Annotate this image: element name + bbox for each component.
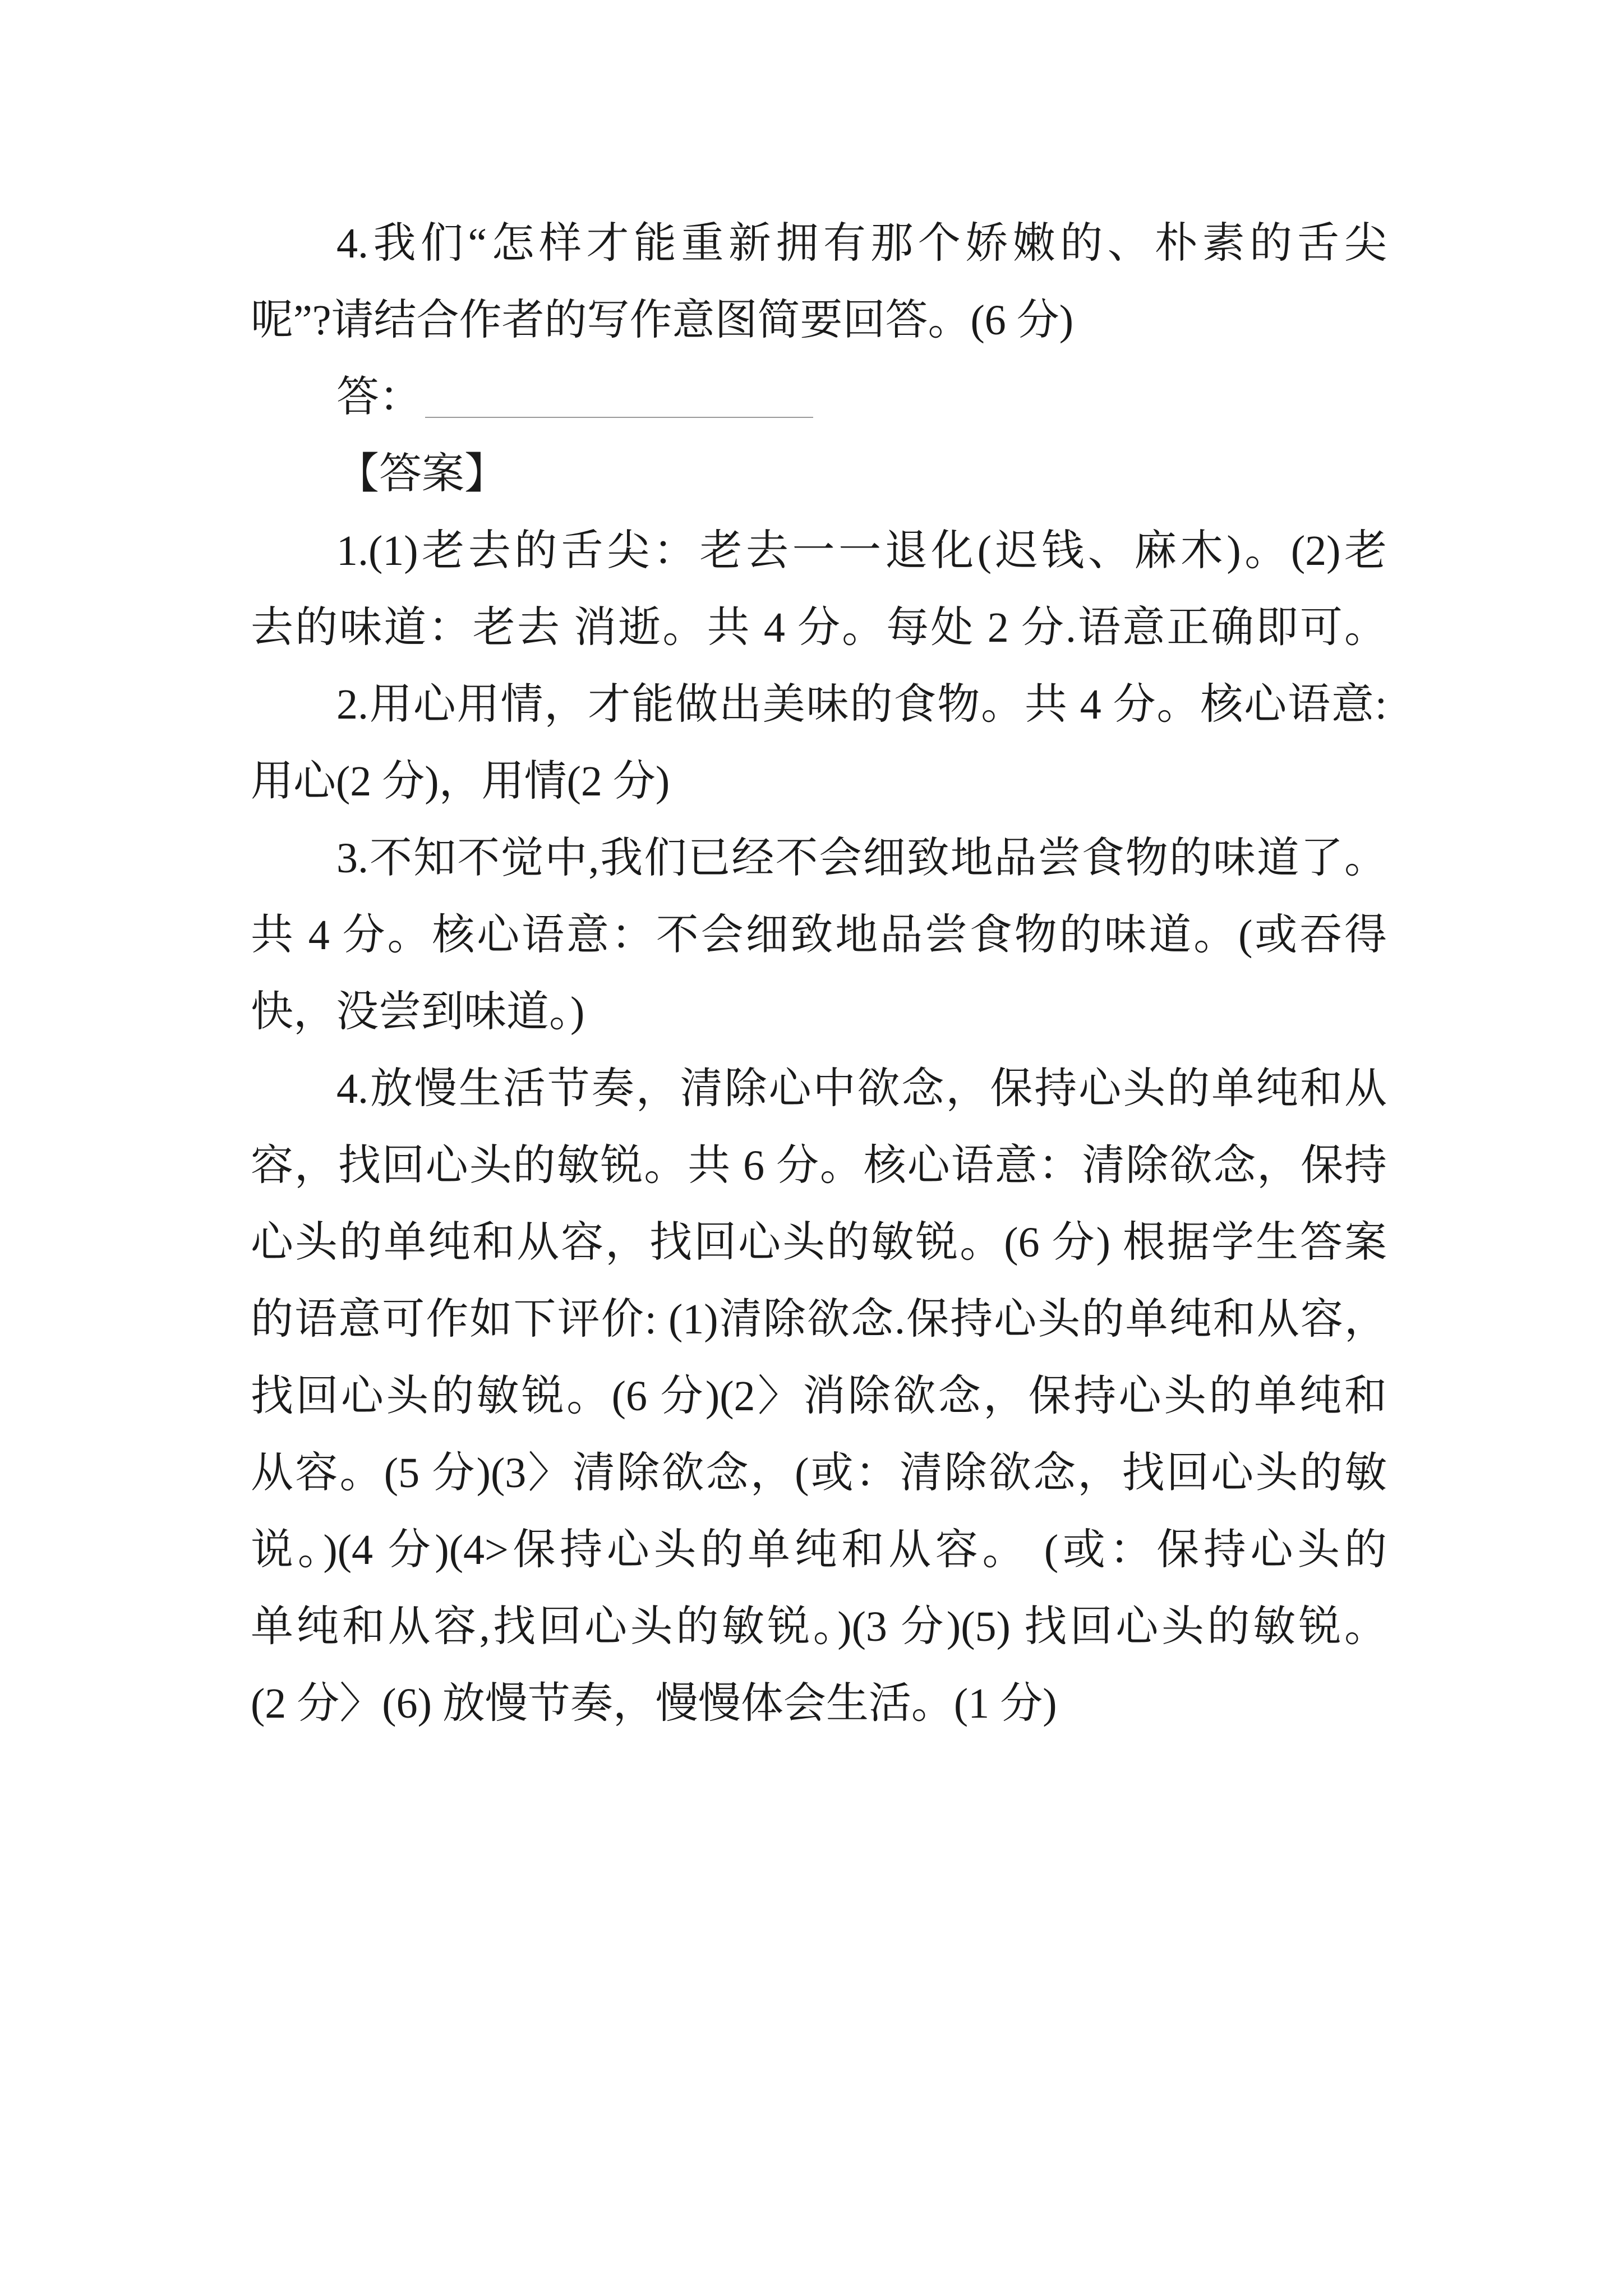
answer-blank-row: [251, 359, 1387, 436]
answer-line: 心头的单纯和从容，找回心头的敏锐。(6 分) 根据学生答案: [251, 1219, 1387, 1266]
answer-line: (2 分〉(6) 放慢节奏，慢慢体会生活。(1 分): [251, 1680, 1057, 1727]
question-line: 呢”?请结合作者的写作意图简要回答。(6 分): [251, 297, 1074, 344]
answer-line: 容，找回心头的敏锐。共 6 分。核心语意：清除欲念，保持: [251, 1142, 1387, 1189]
answer-line: 快，没尝到味道。): [251, 988, 585, 1036]
answer-line: 用心(2 分)，用情(2 分): [251, 758, 670, 805]
question-line: 4.我们“怎样才能重新拥有那个娇嫩的、朴素的舌尖: [336, 220, 1387, 267]
answer-line: 共 4 分。核心语意：不会细致地品尝食物的味道。(或吞得: [251, 912, 1387, 959]
answer-line: 从容。(5 分)(3〉清除欲念，(或：清除欲念，找回心头的敏: [251, 1450, 1387, 1497]
answer-item-2: [251, 666, 1387, 820]
answer-line: 单纯和从容,找回心头的敏锐。)(3 分)(5) 找回心头的敏锐。: [251, 1603, 1387, 1650]
text-column: [251, 205, 1387, 1742]
answer-line: 3.不知不觉中,我们已经不会细致地品尝食物的味道了。: [336, 835, 1387, 882]
answer-line: 的语意可作如下评价: (1)清除欲念.保持心头的单纯和从容，: [251, 1296, 1387, 1343]
answer-line: 说。)(4 分)(4>保持心头的单纯和从容。 (或：保持心头的: [251, 1526, 1387, 1573]
answer-blank-line: [425, 417, 813, 418]
answer-label: 答：: [336, 374, 422, 421]
question-paragraph: [251, 205, 1387, 359]
answer-item-4: [251, 1051, 1387, 1742]
answer-item-3: [251, 820, 1387, 1051]
answer-line: 4.放慢生活节奏，清除心中欲念，保持心头的单纯和从: [336, 1065, 1387, 1112]
answer-line: 1.(1)老去的舌尖：老去一一退化(迟钱、麻木)。(2)老: [336, 527, 1387, 574]
answer-line: 去的味道：老去 消逝。共 4 分。每处 2 分.语意正确即可。: [251, 604, 1387, 651]
answer-line: 找回心头的敏锐。(6 分)(2〉消除欲念，保持心头的单纯和: [251, 1373, 1387, 1420]
answer-key-heading: 【答案】: [336, 450, 507, 498]
answer-line: 2.用心用情，才能做出美味的食物。共 4 分。核心语意:: [336, 681, 1387, 728]
answer-item-1: [251, 513, 1387, 666]
